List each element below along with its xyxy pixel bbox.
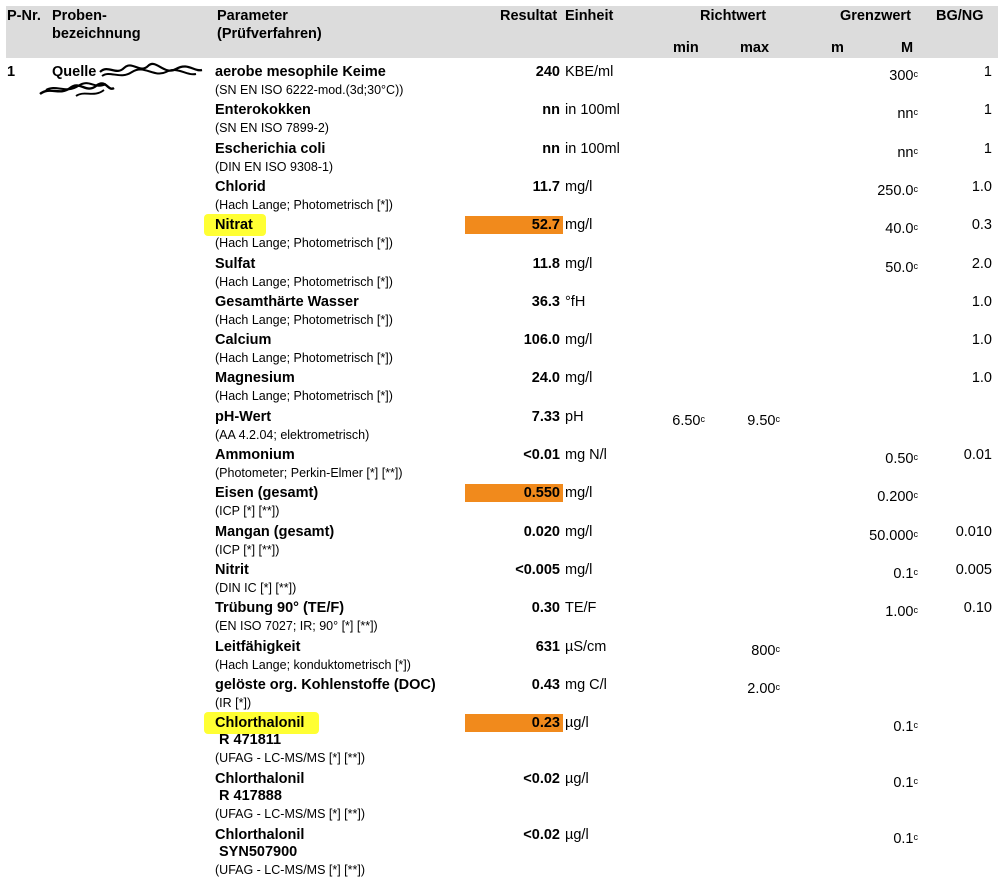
- parameter-method: (IR [*]): [215, 695, 252, 710]
- richtwert-max: 9.50$^c$: [747, 412, 780, 429]
- header-probe-2: bezeichnung: [52, 26, 141, 42]
- parameter-method: (DIN IC [*] [**]): [215, 580, 297, 595]
- parameter-name: Nitrat: [215, 217, 253, 234]
- parameter-method: (DIN EN ISO 9308-1): [215, 159, 334, 174]
- parameter-name-line2: SYN507900: [219, 844, 298, 861]
- table-row: [0, 713, 1008, 769]
- bg-ng-value: 0.3: [971, 217, 992, 234]
- parameter-name: Leitfähigkeit: [215, 638, 301, 655]
- result-unit: mg/l: [565, 485, 593, 502]
- header-pnr: P-Nr.: [7, 8, 41, 24]
- result-value: 0.43: [531, 676, 560, 693]
- sample-name: Quelle: [52, 64, 97, 80]
- bg-ng-value: 1: [983, 140, 992, 157]
- grenzwert-M: 40.0$^c$: [885, 221, 918, 238]
- result-value: <0.005: [515, 561, 560, 578]
- parameter-method: (Hach Lange; Photometrisch [*]): [215, 197, 393, 212]
- result-value: 631: [535, 638, 560, 655]
- parameter-method: (SN EN ISO 7899-2): [215, 121, 329, 136]
- result-unit: mg/l: [565, 332, 593, 349]
- grenzwert-M: 0.50$^c$: [885, 451, 918, 467]
- table-row: [0, 769, 1008, 825]
- parameter-method: (Hach Lange; konduktometrisch [*]): [215, 657, 411, 672]
- grenzwert-M: 50.0$^c$: [885, 259, 918, 276]
- result-value: 7.33: [531, 408, 560, 425]
- result-value: nn: [542, 102, 560, 119]
- result-unit: pH: [565, 408, 584, 425]
- bg-ng-value: 0.10: [963, 600, 992, 617]
- result-value: 36.3: [531, 293, 560, 310]
- result-value: <0.01: [523, 447, 560, 463]
- table-row: [0, 139, 1008, 177]
- parameter-method: (UFAG - LC-MS/MS [*] [**]): [215, 807, 366, 822]
- result-value: 240: [535, 64, 560, 80]
- parameter-method: (ICP [*] [**]): [215, 542, 280, 557]
- parameter-method: (Photometer; Perkin-Elmer [*] [**]): [215, 466, 403, 480]
- parameter-name-line2: R 471811: [219, 732, 282, 749]
- result-unit: µg/l: [565, 715, 589, 732]
- result-unit: TE/F: [565, 600, 597, 617]
- parameter-name-line2: R 417888: [219, 788, 282, 805]
- result-unit: mg N/l: [565, 447, 607, 463]
- grenzwert-M: 300$^c$: [889, 68, 918, 84]
- bg-ng-value: 1.0: [971, 293, 992, 310]
- parameter-name: Trübung 90° (TE/F): [215, 600, 345, 617]
- grenzwert-M: 50.000$^c$: [869, 527, 918, 544]
- parameter-name: Nitrit: [215, 561, 249, 578]
- table-row: [0, 177, 1008, 215]
- header-resultat: Resultat: [500, 8, 558, 24]
- result-unit: mg/l: [565, 370, 593, 387]
- result-unit: mg C/l: [565, 676, 607, 693]
- result-unit: mg/l: [565, 217, 593, 234]
- parameter-name: Chlorthalonil: [215, 715, 305, 732]
- table-row: [0, 637, 1008, 675]
- parameter-method: (AA 4.2.04; elektrometrisch): [215, 427, 370, 442]
- parameter-name: Mangan (gesamt): [215, 523, 335, 540]
- parameter-name: Calcium: [215, 332, 272, 349]
- richtwert-max: 800$^c$: [751, 642, 780, 659]
- grenzwert-M: 0.1$^c$: [893, 775, 918, 792]
- parameter-method: (Hach Lange; Photometrisch [*]): [215, 389, 393, 404]
- grenzwert-M: 0.1$^c$: [893, 565, 918, 582]
- result-unit: mg/l: [565, 255, 593, 272]
- result-value: 24.0: [531, 370, 560, 387]
- bg-ng-value: 2.0: [971, 255, 992, 272]
- table-row: [0, 330, 1008, 368]
- parameter-method: (SN EN ISO 6222-mod.(3d;30°C)): [215, 83, 404, 97]
- grenzwert-M: $nn^c$: [897, 106, 918, 123]
- parameter-name: Ammonium: [215, 447, 295, 463]
- parameter-method: (ICP [*] [**]): [215, 504, 280, 519]
- result-value: <0.02: [523, 771, 560, 788]
- header-max: max: [740, 40, 770, 56]
- result-unit: in 100ml: [565, 102, 620, 119]
- table-row: [0, 292, 1008, 330]
- table-row: [0, 675, 1008, 713]
- result-unit: °fH: [565, 293, 586, 310]
- table-row: [0, 368, 1008, 406]
- bg-ng-value: 1: [983, 64, 992, 80]
- parameter-method: (Hach Lange; Photometrisch [*]): [215, 312, 393, 327]
- parameter-method: (EN ISO 7027; IR; 90° [*] [**]): [215, 619, 378, 634]
- result-value: 106.0: [523, 332, 560, 349]
- bg-ng-value: 1: [983, 102, 992, 119]
- table-row: [0, 560, 1008, 598]
- table-row: [0, 254, 1008, 292]
- result-value: <0.02: [523, 827, 560, 844]
- header-M: M: [901, 40, 914, 56]
- result-value: 0.30: [531, 600, 560, 617]
- result-value: 52.7: [531, 217, 560, 234]
- result-value: 0.550: [523, 485, 560, 502]
- table-row: [0, 407, 1008, 445]
- header-einheit: Einheit: [565, 8, 614, 24]
- parameter-name: Enterokokken: [215, 102, 311, 119]
- table-row: [0, 445, 1008, 483]
- parameter-method: (Hach Lange; Photometrisch [*]): [215, 236, 393, 251]
- header-bgng: BG/NG: [936, 8, 984, 24]
- table-row: [0, 825, 1008, 881]
- result-value: 11.7: [532, 178, 560, 195]
- grenzwert-M: 1.00$^c$: [885, 604, 918, 621]
- header-parameter: Parameter: [217, 8, 288, 24]
- parameter-name: Magnesium: [215, 370, 295, 387]
- richtwert-max: 2.00$^c$: [747, 680, 780, 697]
- result-unit: µg/l: [565, 827, 589, 844]
- result-value: 0.23: [531, 715, 560, 732]
- result-value: 11.8: [532, 255, 560, 272]
- bg-ng-value: 0.010: [955, 523, 992, 540]
- header-m: m: [831, 40, 844, 56]
- grenzwert-M: 0.1$^c$: [893, 831, 918, 848]
- bg-ng-value: 0.01: [963, 447, 992, 463]
- result-unit: µS/cm: [565, 638, 607, 655]
- table-row: [0, 483, 1008, 521]
- richtwert-min: 6.50$^c$: [672, 412, 705, 429]
- table-row: [0, 100, 1008, 138]
- result-unit: mg/l: [565, 561, 593, 578]
- bg-ng-value: 1.0: [971, 370, 992, 387]
- grenzwert-M: 0.200$^c$: [877, 489, 918, 506]
- parameter-name: Chlorthalonil: [215, 827, 305, 844]
- parameter-name: Chlorthalonil: [215, 771, 305, 788]
- table-row: [0, 62, 1008, 100]
- parameter-name: Gesamthärte Wasser: [215, 293, 359, 310]
- result-unit: in 100ml: [565, 140, 620, 157]
- parameter-name: pH-Wert: [215, 408, 272, 425]
- result-unit: KBE/ml: [565, 64, 614, 80]
- table-row: [0, 598, 1008, 636]
- sample-number: 1: [7, 64, 16, 80]
- result-value: 0.020: [523, 523, 560, 540]
- result-unit: mg/l: [565, 523, 593, 540]
- parameter-name: Sulfat: [215, 255, 256, 272]
- grenzwert-M: $nn^c$: [897, 144, 918, 161]
- header-pruefverfahren: (Prüfverfahren): [217, 26, 322, 42]
- table-row: [0, 522, 1008, 560]
- parameter-method: (UFAG - LC-MS/MS [*] [**]): [215, 751, 366, 766]
- parameter-name: Escherichia coli: [215, 140, 326, 157]
- grenzwert-M: 0.1$^c$: [893, 719, 918, 736]
- result-value: nn: [542, 140, 560, 157]
- header-richtwert: Richtwert: [700, 8, 767, 24]
- parameter-name: gelöste org. Kohlenstoffe (DOC): [215, 676, 436, 693]
- header-grenzwert: Grenzwert: [840, 8, 911, 24]
- result-unit: mg/l: [565, 178, 593, 195]
- grenzwert-M: 250.0$^c$: [877, 182, 918, 199]
- parameter-method: (UFAG - LC-MS/MS [*] [**]): [215, 863, 366, 878]
- parameter-name: Eisen (gesamt): [215, 485, 319, 502]
- header-probe-1: Proben-: [52, 8, 107, 24]
- parameter-name: Chlorid: [215, 178, 266, 195]
- result-unit: µg/l: [565, 771, 589, 788]
- header-min: min: [673, 40, 699, 56]
- bg-ng-value: 1.0: [971, 332, 992, 349]
- bg-ng-value: 0.005: [955, 561, 992, 578]
- bg-ng-value: 1.0: [971, 178, 992, 195]
- parameter-method: (Hach Lange; Photometrisch [*]): [215, 274, 393, 289]
- parameter-name: aerobe mesophile Keime: [215, 64, 386, 80]
- parameter-method: (Hach Lange; Photometrisch [*]): [215, 351, 393, 366]
- table-row: [0, 215, 1008, 253]
